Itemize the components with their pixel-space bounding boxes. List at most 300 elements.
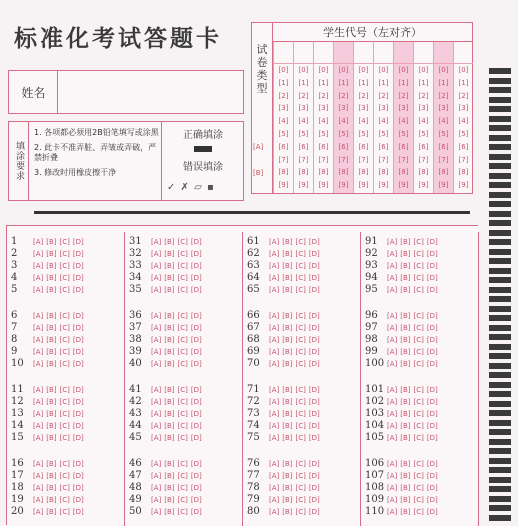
- student-id-bubble[interactable]: [4]: [318, 117, 329, 126]
- student-id-bubble[interactable]: [4]: [378, 117, 389, 126]
- answer-bubble[interactable]: [D]: [190, 410, 202, 418]
- student-id-bubble[interactable]: [8]: [418, 168, 429, 177]
- student-id-bubble[interactable]: [6]: [418, 142, 429, 151]
- student-id-bubble[interactable]: [2]: [438, 91, 449, 100]
- student-id-bubble[interactable]: [0]: [438, 66, 449, 74]
- answer-bubble[interactable]: [C]: [177, 336, 188, 344]
- answer-bubble[interactable]: [D]: [426, 496, 438, 504]
- answer-bubble[interactable]: [D]: [426, 386, 438, 394]
- student-id-bubble[interactable]: [1]: [338, 78, 349, 87]
- student-id-bubble[interactable]: [0]: [458, 66, 469, 74]
- answer-bubble[interactable]: [B]: [400, 336, 411, 344]
- answer-bubble[interactable]: [B]: [400, 262, 411, 270]
- answer-bubble[interactable]: [D]: [190, 360, 202, 368]
- student-id-bubble[interactable]: [4]: [458, 117, 469, 126]
- student-id-bubble[interactable]: [3]: [418, 104, 429, 113]
- answer-bubble[interactable]: [C]: [413, 360, 424, 368]
- student-id-bubble[interactable]: [7]: [398, 155, 409, 164]
- student-id-bubble[interactable]: [5]: [398, 129, 409, 138]
- answer-bubble[interactable]: [D]: [190, 386, 202, 394]
- answer-bubble[interactable]: [B]: [400, 274, 411, 282]
- answer-bubble[interactable]: [D]: [72, 484, 84, 492]
- answer-bubble[interactable]: [A]: [269, 250, 280, 258]
- student-id-write-cell[interactable]: [314, 42, 333, 64]
- answer-bubble[interactable]: [D]: [308, 336, 320, 344]
- answer-bubble[interactable]: [D]: [72, 508, 84, 516]
- answer-bubble[interactable]: [C]: [413, 312, 424, 320]
- answer-bubble[interactable]: [D]: [72, 324, 84, 332]
- answer-bubble[interactable]: [D]: [190, 286, 202, 294]
- student-id-bubble[interactable]: [9]: [458, 181, 469, 190]
- answer-bubble[interactable]: [A]: [387, 496, 398, 504]
- student-id-bubble[interactable]: [5]: [438, 129, 449, 138]
- answer-bubble[interactable]: [B]: [164, 324, 175, 332]
- answer-bubble[interactable]: [B]: [400, 238, 411, 246]
- student-id-bubble[interactable]: [2]: [378, 91, 389, 100]
- answer-bubble[interactable]: [D]: [426, 324, 438, 332]
- answer-bubble[interactable]: [D]: [426, 434, 438, 442]
- answer-bubble[interactable]: [C]: [413, 238, 424, 246]
- answer-bubble[interactable]: [C]: [295, 410, 306, 418]
- student-id-bubble[interactable]: [1]: [438, 78, 449, 87]
- student-id-bubble[interactable]: [0]: [278, 66, 289, 74]
- answer-bubble[interactable]: [B]: [164, 286, 175, 294]
- answer-bubble[interactable]: [A]: [33, 434, 44, 442]
- answer-bubble[interactable]: [D]: [426, 262, 438, 270]
- answer-bubble[interactable]: [A]: [387, 410, 398, 418]
- answer-bubble[interactable]: [B]: [164, 262, 175, 270]
- answer-bubble[interactable]: [A]: [33, 324, 44, 332]
- answer-bubble[interactable]: [B]: [282, 386, 293, 394]
- answer-bubble[interactable]: [D]: [426, 274, 438, 282]
- answer-bubble[interactable]: [B]: [400, 508, 411, 516]
- answer-bubble[interactable]: [D]: [426, 312, 438, 320]
- student-id-bubble[interactable]: [5]: [418, 129, 429, 138]
- answer-bubble[interactable]: [C]: [59, 286, 70, 294]
- answer-bubble[interactable]: [A]: [151, 472, 162, 480]
- student-id-bubble[interactable]: [3]: [458, 104, 469, 113]
- answer-bubble[interactable]: [B]: [46, 250, 57, 258]
- answer-bubble[interactable]: [C]: [295, 348, 306, 356]
- student-id-bubble[interactable]: [4]: [418, 117, 429, 126]
- student-id-bubble[interactable]: [9]: [358, 181, 369, 190]
- answer-bubble[interactable]: [B]: [282, 250, 293, 258]
- student-id-bubble[interactable]: [9]: [318, 181, 329, 190]
- answer-bubble[interactable]: [B]: [400, 312, 411, 320]
- answer-bubble[interactable]: [D]: [426, 508, 438, 516]
- answer-bubble[interactable]: [A]: [33, 496, 44, 504]
- answer-bubble[interactable]: [A]: [33, 250, 44, 258]
- answer-bubble[interactable]: [B]: [46, 262, 57, 270]
- answer-bubble[interactable]: [A]: [151, 324, 162, 332]
- answer-bubble[interactable]: [B]: [164, 250, 175, 258]
- answer-bubble[interactable]: [D]: [308, 496, 320, 504]
- answer-bubble[interactable]: [A]: [269, 238, 280, 246]
- answer-bubble[interactable]: [B]: [282, 312, 293, 320]
- answer-bubble[interactable]: [C]: [177, 496, 188, 504]
- answer-bubble[interactable]: [C]: [413, 422, 424, 430]
- answer-bubble[interactable]: [D]: [72, 312, 84, 320]
- answer-bubble[interactable]: [A]: [33, 274, 44, 282]
- answer-bubble[interactable]: [B]: [400, 410, 411, 418]
- answer-bubble[interactable]: [D]: [190, 484, 202, 492]
- answer-bubble[interactable]: [A]: [151, 262, 162, 270]
- student-id-bubble[interactable]: [8]: [318, 168, 329, 177]
- answer-bubble[interactable]: [D]: [308, 348, 320, 356]
- student-id-bubble[interactable]: [7]: [418, 155, 429, 164]
- answer-bubble[interactable]: [D]: [308, 460, 320, 468]
- answer-bubble[interactable]: [B]: [164, 496, 175, 504]
- answer-bubble[interactable]: [A]: [33, 472, 44, 480]
- answer-bubble[interactable]: [B]: [164, 410, 175, 418]
- answer-bubble[interactable]: [D]: [72, 472, 84, 480]
- answer-bubble[interactable]: [C]: [59, 336, 70, 344]
- answer-bubble[interactable]: [A]: [33, 460, 44, 468]
- answer-bubble[interactable]: [A]: [387, 386, 398, 394]
- answer-bubble[interactable]: [A]: [33, 238, 44, 246]
- student-id-bubble[interactable]: [2]: [358, 91, 369, 100]
- answer-bubble[interactable]: [B]: [46, 460, 57, 468]
- answer-bubble[interactable]: [A]: [269, 386, 280, 394]
- paper-type-option-a[interactable]: [A]: [253, 143, 264, 151]
- student-id-bubble[interactable]: [1]: [358, 78, 369, 87]
- answer-bubble[interactable]: [C]: [177, 484, 188, 492]
- answer-bubble[interactable]: [D]: [72, 434, 84, 442]
- answer-bubble[interactable]: [C]: [59, 262, 70, 270]
- student-id-bubble[interactable]: [5]: [318, 129, 329, 138]
- answer-bubble[interactable]: [D]: [426, 286, 438, 294]
- answer-bubble[interactable]: [D]: [190, 398, 202, 406]
- answer-bubble[interactable]: [C]: [295, 336, 306, 344]
- answer-bubble[interactable]: [B]: [400, 434, 411, 442]
- answer-bubble[interactable]: [D]: [72, 410, 84, 418]
- answer-bubble[interactable]: [A]: [33, 422, 44, 430]
- answer-bubble[interactable]: [B]: [46, 472, 57, 480]
- answer-bubble[interactable]: [B]: [400, 386, 411, 394]
- student-id-bubble[interactable]: [4]: [338, 117, 349, 126]
- answer-bubble[interactable]: [B]: [282, 286, 293, 294]
- student-id-bubble[interactable]: [7]: [378, 155, 389, 164]
- answer-bubble[interactable]: [D]: [190, 472, 202, 480]
- answer-bubble[interactable]: [B]: [164, 398, 175, 406]
- answer-bubble[interactable]: [C]: [413, 348, 424, 356]
- answer-bubble[interactable]: [A]: [33, 410, 44, 418]
- student-id-bubble[interactable]: [2]: [418, 91, 429, 100]
- student-id-bubble[interactable]: [1]: [398, 78, 409, 87]
- answer-bubble[interactable]: [B]: [282, 484, 293, 492]
- answer-bubble[interactable]: [D]: [308, 434, 320, 442]
- answer-bubble[interactable]: [A]: [387, 336, 398, 344]
- answer-bubble[interactable]: [C]: [177, 472, 188, 480]
- student-id-bubble[interactable]: [9]: [378, 181, 389, 190]
- answer-bubble[interactable]: [C]: [295, 274, 306, 282]
- answer-bubble[interactable]: [D]: [190, 262, 202, 270]
- student-id-bubble[interactable]: [9]: [278, 181, 289, 190]
- answer-bubble[interactable]: [B]: [282, 460, 293, 468]
- answer-bubble[interactable]: [B]: [282, 238, 293, 246]
- answer-bubble[interactable]: [C]: [177, 286, 188, 294]
- answer-bubble[interactable]: [A]: [387, 472, 398, 480]
- answer-bubble[interactable]: [C]: [177, 434, 188, 442]
- answer-bubble[interactable]: [C]: [295, 262, 306, 270]
- answer-bubble[interactable]: [C]: [177, 360, 188, 368]
- answer-bubble[interactable]: [C]: [59, 274, 70, 282]
- answer-bubble[interactable]: [C]: [177, 410, 188, 418]
- student-id-bubble[interactable]: [2]: [318, 91, 329, 100]
- answer-bubble[interactable]: [A]: [269, 312, 280, 320]
- student-id-bubble[interactable]: [4]: [278, 117, 289, 126]
- answer-bubble[interactable]: [C]: [177, 312, 188, 320]
- student-id-bubble[interactable]: [7]: [438, 155, 449, 164]
- student-id-bubble[interactable]: [8]: [458, 168, 469, 177]
- answer-bubble[interactable]: [C]: [177, 238, 188, 246]
- answer-bubble[interactable]: [C]: [295, 434, 306, 442]
- answer-bubble[interactable]: [C]: [413, 324, 424, 332]
- answer-bubble[interactable]: [D]: [190, 422, 202, 430]
- answer-bubble[interactable]: [C]: [177, 274, 188, 282]
- answer-bubble[interactable]: [D]: [308, 386, 320, 394]
- answer-bubble[interactable]: [D]: [426, 484, 438, 492]
- answer-bubble[interactable]: [A]: [33, 336, 44, 344]
- answer-bubble[interactable]: [A]: [151, 312, 162, 320]
- answer-bubble[interactable]: [A]: [151, 238, 162, 246]
- answer-bubble[interactable]: [D]: [72, 360, 84, 368]
- answer-bubble[interactable]: [A]: [387, 460, 398, 468]
- student-id-write-cell[interactable]: [354, 42, 373, 64]
- answer-bubble[interactable]: [D]: [190, 274, 202, 282]
- answer-bubble[interactable]: [D]: [72, 238, 84, 246]
- answer-bubble[interactable]: [C]: [295, 460, 306, 468]
- student-id-bubble[interactable]: [2]: [278, 91, 289, 100]
- answer-bubble[interactable]: [B]: [400, 348, 411, 356]
- student-id-bubble[interactable]: [9]: [418, 181, 429, 190]
- answer-bubble[interactable]: [A]: [151, 274, 162, 282]
- answer-bubble[interactable]: [A]: [269, 262, 280, 270]
- answer-bubble[interactable]: [C]: [295, 472, 306, 480]
- student-id-bubble[interactable]: [0]: [318, 66, 329, 74]
- student-id-bubble[interactable]: [2]: [338, 91, 349, 100]
- student-id-bubble[interactable]: [3]: [298, 104, 309, 113]
- answer-bubble[interactable]: [A]: [387, 398, 398, 406]
- answer-bubble[interactable]: [A]: [33, 286, 44, 294]
- student-id-bubble[interactable]: [1]: [278, 78, 289, 87]
- answer-bubble[interactable]: [D]: [426, 336, 438, 344]
- answer-bubble[interactable]: [B]: [164, 460, 175, 468]
- answer-bubble[interactable]: [A]: [151, 508, 162, 516]
- answer-bubble[interactable]: [C]: [59, 348, 70, 356]
- answer-bubble[interactable]: [C]: [177, 386, 188, 394]
- student-id-bubble[interactable]: [1]: [318, 78, 329, 87]
- answer-bubble[interactable]: [D]: [426, 348, 438, 356]
- answer-bubble[interactable]: [A]: [151, 434, 162, 442]
- answer-bubble[interactable]: [D]: [190, 238, 202, 246]
- answer-bubble[interactable]: [B]: [46, 360, 57, 368]
- answer-bubble[interactable]: [B]: [400, 324, 411, 332]
- answer-bubble[interactable]: [C]: [59, 484, 70, 492]
- answer-bubble[interactable]: [D]: [190, 496, 202, 504]
- answer-bubble[interactable]: [C]: [413, 386, 424, 394]
- student-id-bubble[interactable]: [6]: [438, 142, 449, 151]
- answer-bubble[interactable]: [C]: [59, 324, 70, 332]
- student-id-bubble[interactable]: [3]: [318, 104, 329, 113]
- answer-bubble[interactable]: [B]: [400, 398, 411, 406]
- answer-bubble[interactable]: [B]: [164, 472, 175, 480]
- student-id-bubble[interactable]: [0]: [298, 66, 309, 74]
- answer-bubble[interactable]: [C]: [295, 508, 306, 516]
- answer-bubble[interactable]: [A]: [33, 484, 44, 492]
- student-id-bubble[interactable]: [5]: [298, 129, 309, 138]
- student-id-bubble[interactable]: [5]: [378, 129, 389, 138]
- answer-bubble[interactable]: [B]: [46, 274, 57, 282]
- answer-bubble[interactable]: [A]: [269, 460, 280, 468]
- student-id-bubble[interactable]: [6]: [378, 142, 389, 151]
- answer-bubble[interactable]: [D]: [72, 348, 84, 356]
- answer-bubble[interactable]: [C]: [177, 422, 188, 430]
- student-id-bubble[interactable]: [6]: [298, 142, 309, 151]
- answer-bubble[interactable]: [C]: [177, 262, 188, 270]
- student-id-bubble[interactable]: [2]: [398, 91, 409, 100]
- answer-bubble[interactable]: [B]: [400, 422, 411, 430]
- answer-bubble[interactable]: [B]: [46, 422, 57, 430]
- student-id-bubble[interactable]: [7]: [278, 155, 289, 164]
- answer-bubble[interactable]: [B]: [46, 312, 57, 320]
- answer-bubble[interactable]: [A]: [151, 336, 162, 344]
- answer-bubble[interactable]: [A]: [33, 312, 44, 320]
- answer-bubble[interactable]: [B]: [164, 238, 175, 246]
- student-id-write-cell[interactable]: [274, 42, 293, 64]
- answer-bubble[interactable]: [A]: [387, 508, 398, 516]
- answer-bubble[interactable]: [B]: [164, 348, 175, 356]
- answer-bubble[interactable]: [A]: [387, 360, 398, 368]
- answer-bubble[interactable]: [A]: [151, 410, 162, 418]
- answer-bubble[interactable]: [A]: [387, 286, 398, 294]
- answer-bubble[interactable]: [A]: [269, 348, 280, 356]
- student-id-bubble[interactable]: [3]: [438, 104, 449, 113]
- answer-bubble[interactable]: [A]: [387, 484, 398, 492]
- answer-bubble[interactable]: [C]: [295, 484, 306, 492]
- student-id-bubble[interactable]: [6]: [358, 142, 369, 151]
- answer-bubble[interactable]: [B]: [282, 508, 293, 516]
- answer-bubble[interactable]: [A]: [151, 496, 162, 504]
- answer-bubble[interactable]: [D]: [308, 312, 320, 320]
- answer-bubble[interactable]: [B]: [164, 312, 175, 320]
- student-id-bubble[interactable]: [4]: [398, 117, 409, 126]
- answer-bubble[interactable]: [B]: [46, 324, 57, 332]
- student-id-bubble[interactable]: [1]: [458, 78, 469, 87]
- answer-bubble[interactable]: [B]: [282, 262, 293, 270]
- answer-bubble[interactable]: [B]: [400, 496, 411, 504]
- answer-bubble[interactable]: [B]: [46, 434, 57, 442]
- answer-bubble[interactable]: [C]: [59, 496, 70, 504]
- answer-bubble[interactable]: [A]: [269, 410, 280, 418]
- answer-bubble[interactable]: [D]: [190, 434, 202, 442]
- answer-bubble[interactable]: [B]: [164, 386, 175, 394]
- answer-bubble[interactable]: [A]: [151, 286, 162, 294]
- student-id-bubble[interactable]: [0]: [338, 66, 349, 74]
- answer-bubble[interactable]: [C]: [59, 398, 70, 406]
- student-id-write-cell[interactable]: [394, 42, 413, 64]
- answer-bubble[interactable]: [D]: [190, 460, 202, 468]
- answer-bubble[interactable]: [D]: [72, 422, 84, 430]
- answer-bubble[interactable]: [A]: [269, 508, 280, 516]
- answer-bubble[interactable]: [A]: [151, 386, 162, 394]
- student-id-bubble[interactable]: [8]: [398, 168, 409, 177]
- answer-bubble[interactable]: [D]: [72, 386, 84, 394]
- answer-bubble[interactable]: [C]: [59, 460, 70, 468]
- answer-bubble[interactable]: [A]: [269, 472, 280, 480]
- answer-bubble[interactable]: [A]: [151, 422, 162, 430]
- answer-bubble[interactable]: [C]: [59, 508, 70, 516]
- answer-bubble[interactable]: [A]: [151, 250, 162, 258]
- student-id-bubble[interactable]: [3]: [358, 104, 369, 113]
- answer-bubble[interactable]: [A]: [33, 386, 44, 394]
- answer-bubble[interactable]: [C]: [413, 460, 424, 468]
- answer-bubble[interactable]: [B]: [46, 398, 57, 406]
- student-id-bubble[interactable]: [0]: [378, 66, 389, 74]
- answer-bubble[interactable]: [C]: [177, 250, 188, 258]
- answer-bubble[interactable]: [A]: [269, 336, 280, 344]
- student-id-bubble[interactable]: [7]: [298, 155, 309, 164]
- answer-bubble[interactable]: [D]: [72, 336, 84, 344]
- answer-bubble[interactable]: [A]: [151, 398, 162, 406]
- answer-bubble[interactable]: [D]: [190, 250, 202, 258]
- answer-bubble[interactable]: [D]: [426, 238, 438, 246]
- answer-bubble[interactable]: [B]: [282, 398, 293, 406]
- answer-bubble[interactable]: [D]: [308, 472, 320, 480]
- answer-bubble[interactable]: [A]: [33, 398, 44, 406]
- answer-bubble[interactable]: [D]: [190, 508, 202, 516]
- answer-bubble[interactable]: [D]: [190, 348, 202, 356]
- student-id-bubble[interactable]: [0]: [358, 66, 369, 74]
- answer-bubble[interactable]: [D]: [426, 360, 438, 368]
- student-id-bubble[interactable]: [1]: [378, 78, 389, 87]
- answer-bubble[interactable]: [B]: [46, 386, 57, 394]
- answer-bubble[interactable]: [B]: [164, 360, 175, 368]
- answer-bubble[interactable]: [B]: [400, 460, 411, 468]
- answer-bubble[interactable]: [B]: [282, 324, 293, 332]
- student-id-bubble[interactable]: [8]: [298, 168, 309, 177]
- answer-bubble[interactable]: [D]: [190, 312, 202, 320]
- answer-bubble[interactable]: [A]: [151, 484, 162, 492]
- answer-bubble[interactable]: [C]: [413, 262, 424, 270]
- name-field[interactable]: [8, 70, 244, 114]
- answer-bubble[interactable]: [C]: [413, 250, 424, 258]
- answer-bubble[interactable]: [B]: [400, 484, 411, 492]
- answer-bubble[interactable]: [C]: [295, 360, 306, 368]
- answer-bubble[interactable]: [B]: [46, 496, 57, 504]
- answer-bubble[interactable]: [B]: [282, 410, 293, 418]
- student-id-bubble[interactable]: [1]: [298, 78, 309, 87]
- student-id-bubble[interactable]: [3]: [378, 104, 389, 113]
- answer-bubble[interactable]: [B]: [164, 508, 175, 516]
- answer-bubble[interactable]: [A]: [269, 360, 280, 368]
- answer-bubble[interactable]: [C]: [59, 238, 70, 246]
- answer-bubble[interactable]: [C]: [177, 398, 188, 406]
- answer-bubble[interactable]: [B]: [164, 336, 175, 344]
- answer-bubble[interactable]: [D]: [426, 472, 438, 480]
- answer-bubble[interactable]: [B]: [282, 472, 293, 480]
- answer-bubble[interactable]: [D]: [308, 360, 320, 368]
- answer-bubble[interactable]: [B]: [400, 286, 411, 294]
- answer-bubble[interactable]: [C]: [59, 434, 70, 442]
- student-id-bubble[interactable]: [9]: [338, 181, 349, 190]
- answer-bubble[interactable]: [D]: [308, 324, 320, 332]
- answer-bubble[interactable]: [C]: [295, 386, 306, 394]
- answer-bubble[interactable]: [A]: [151, 360, 162, 368]
- answer-bubble[interactable]: [A]: [33, 262, 44, 270]
- student-id-bubble[interactable]: [6]: [318, 142, 329, 151]
- answer-bubble[interactable]: [A]: [269, 324, 280, 332]
